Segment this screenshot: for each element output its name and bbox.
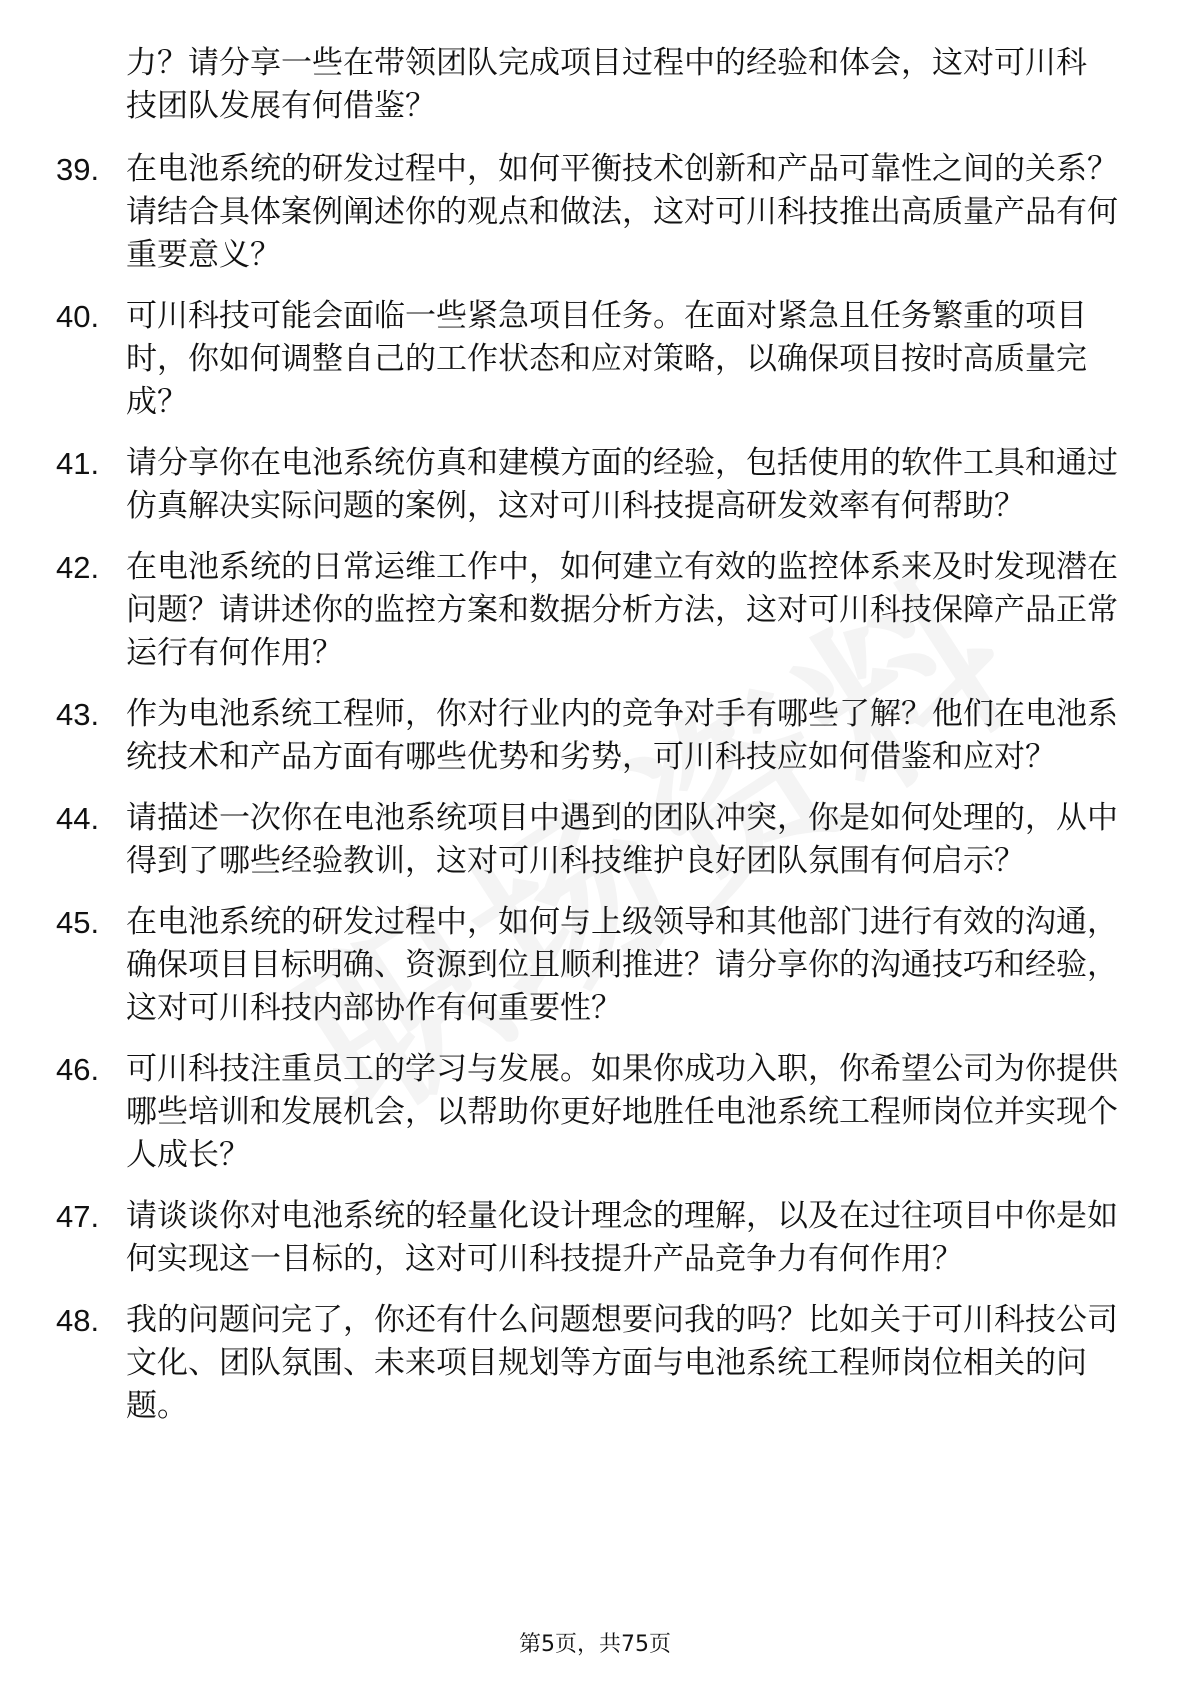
question-item-42	[56, 546, 1126, 675]
question-text: 可川科技可能会面临一些紧急项目任务。在面对紧急且任务繁重的项目时，你如何调整自己的工作状态和应对策略，以确保项目按时高质量完成？	[126, 298, 1087, 420]
question-text: 请描述一次你在电池系统项目中遇到的团队冲突，你是如何处理的，从中得到了哪些经验教训，这对可川科技维护良好团队氛围有何启示？	[126, 800, 1118, 879]
question-item-43	[56, 693, 1126, 779]
question-list	[56, 148, 1126, 1446]
question-number: 46.	[56, 1052, 100, 1087]
question-text: 作为电池系统工程师，你对行业内的竞争对手有哪些了解？他们在电池系统技术和产品方面有哪些优势和劣势，可川科技应如何借鉴和应对？	[126, 696, 1118, 775]
question-item-47	[56, 1195, 1126, 1281]
question-number: 40.	[56, 299, 100, 334]
question-number: 47.	[56, 1199, 100, 1234]
question-text: 可川科技注重员工的学习与发展。如果你成功入职，你希望公司为你提供哪些培训和发展机会，以帮助你更好地胜任电池系统工程师岗位并实现个人成长？	[126, 1051, 1118, 1173]
question-number: 42.	[56, 550, 100, 585]
question-item-40	[56, 295, 1126, 424]
question-number: 48.	[56, 1303, 100, 1338]
question-item-46	[56, 1048, 1126, 1177]
question-text: 我的问题问完了，你还有什么问题想要问我的吗？比如关于可川科技公司文化、团队氛围、未来项目规划等方面与电池系统工程师岗位相关的问题。	[126, 1302, 1118, 1424]
question-text: 请分享你在电池系统仿真和建模方面的经验，包括使用的软件工具和通过仿真解决实际问题的案例，这对可川科技提高研发效率有何帮助？	[126, 445, 1118, 524]
question-item-41	[56, 442, 1126, 528]
page-number-footer: 第5页，共75页	[519, 1632, 671, 1657]
question-text: 在电池系统的日常运维工作中，如何建立有效的监控体系来及时发现潜在问题？请讲述你的监控方案和数据分析方法，这对可川科技保障产品正常运行有何作用？	[126, 549, 1118, 671]
question-number: 43.	[56, 697, 100, 732]
question-number: 41.	[56, 446, 100, 481]
question-number: 45.	[56, 905, 100, 940]
continued-question-text: 力？请分享一些在带领团队完成项目过程中的经验和体会，这对可川科技团队发展有何借鉴？	[126, 45, 1087, 124]
question-item-48	[56, 1299, 1126, 1428]
question-item-45	[56, 901, 1126, 1030]
question-text: 在电池系统的研发过程中，如何平衡技术创新和产品可靠性之间的关系？请结合具体案例阐述你的观点和做法，这对可川科技推出高质量产品有何重要意义？	[126, 151, 1118, 273]
question-item-39	[56, 148, 1126, 277]
question-text: 请谈谈你对电池系统的轻量化设计理念的理解，以及在过往项目中你是如何实现这一目标的，这对可川科技提升产品竞争力有何作用？	[126, 1198, 1118, 1277]
question-number: 44.	[56, 801, 100, 836]
question-item-44	[56, 797, 1126, 883]
question-text: 在电池系统的研发过程中，如何与上级领导和其他部门进行有效的沟通，确保项目目标明确、资源到位且顺利推进？请分享你的沟通技巧和经验，这对可川科技内部协作有何重要性？	[126, 904, 1118, 1026]
question-number: 39.	[56, 152, 100, 187]
